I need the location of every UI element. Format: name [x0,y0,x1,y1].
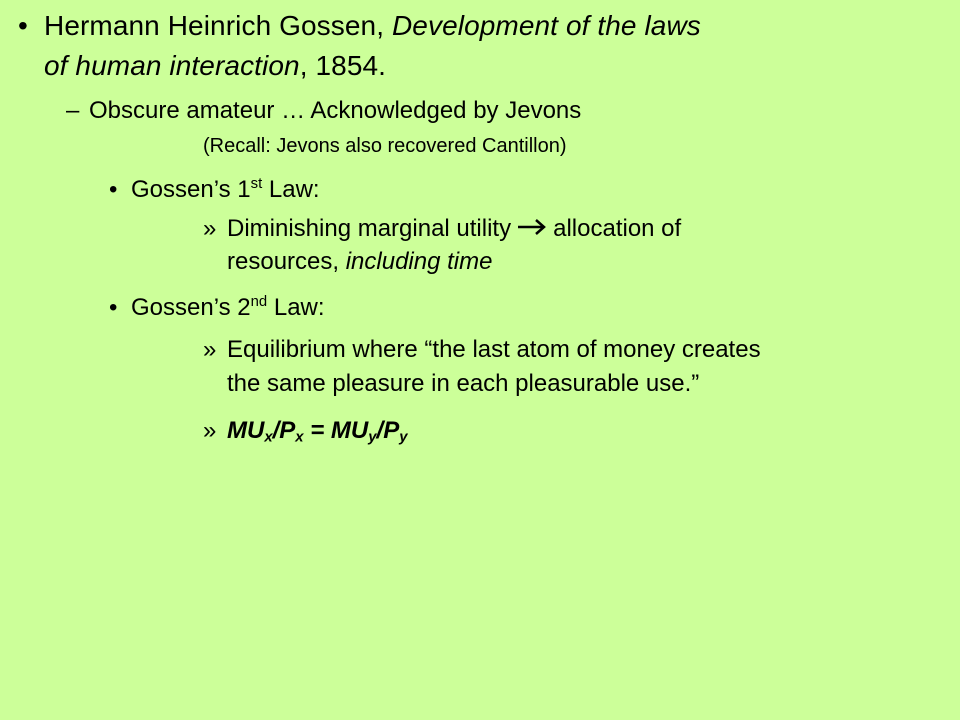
first-law-item-line-1: Diminishing marginal utility allocation of [227,215,682,242]
dash-marker: – [66,97,80,124]
work-title-part-2: of human interaction [44,50,300,81]
work-title-part-1: Development of the laws [391,10,701,41]
first-law-heading: Gossen’s 1st Law: [131,176,320,203]
chevron-marker: » [203,215,217,242]
second-law-item-line-1: Equilibrium where “the last atom of money creates [227,336,761,363]
year-text: , 1854. [299,50,387,81]
right-arrow-icon [515,216,549,244]
recall-note: (Recall: Jevons also recovered Cantillon) [203,135,567,157]
first-law-item-line-2: resources, including time [227,248,493,275]
bullet-marker: • [109,176,118,203]
second-law-heading: Gossen’s 2nd Law: [131,294,325,321]
bullet-marker: • [109,294,118,321]
chevron-marker: » [203,336,217,363]
second-law-item-line-2: the same pleasure in each pleasurable use.” [227,370,700,397]
author-text: Hermann Heinrich Gossen, [44,10,392,41]
main-bullet-line-2 [44,50,386,82]
equilibrium-formula: $MU_x/P_x = MU_y/P_y$ [227,417,408,446]
bullet-marker: • [18,10,28,41]
chevron-marker: » [203,417,217,444]
sub-bullet-text: Obscure amateur … Acknowledged by Jevons [89,97,582,124]
main-bullet-line-1 [44,10,701,42]
